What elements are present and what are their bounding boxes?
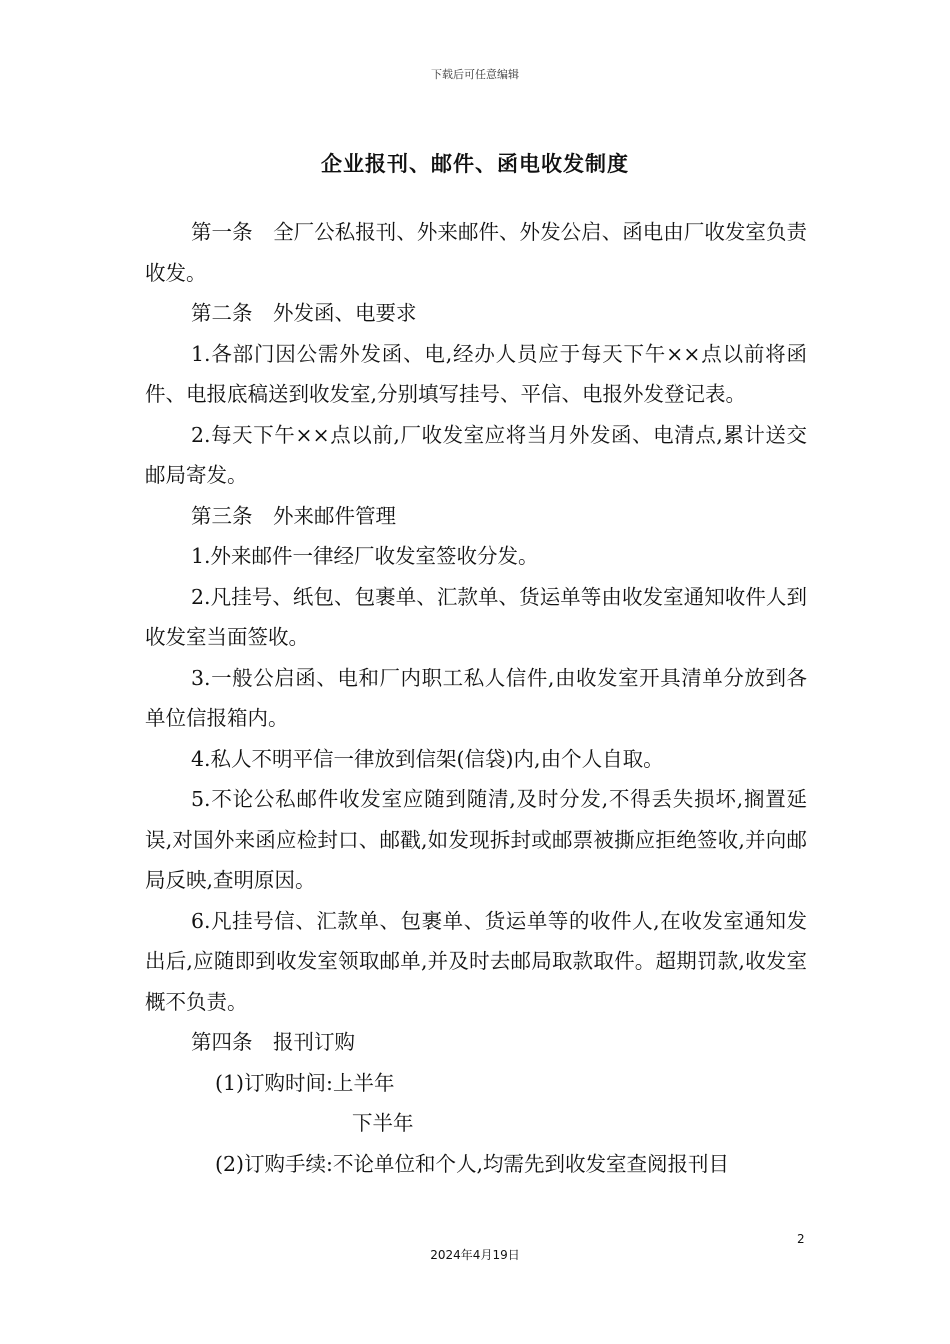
footer-date: 2024年4月19日 — [430, 1248, 520, 1262]
header-note: 下载后可任意编辑 — [431, 68, 519, 81]
article-4-item-1-continued: 下半年 — [352, 1111, 414, 1135]
article-1: 第一条 全厂公私报刊、外来邮件、外发公启、函电由厂收发室负责收发。 — [145, 220, 807, 285]
article-4-item-2: (2)订购手续:不论单位和个人,均需先到收发室查阅报刊目 — [215, 1151, 729, 1176]
article-4-item-1: (1)订购时间:上半年 — [215, 1070, 395, 1095]
article-3-item-3: 3.一般公启函、电和厂内职工私人信件,由收发室开具清单分放到各单位信报箱内。 — [145, 665, 807, 730]
article-3-item-5: 5.不论公私邮件收发室应随到随清,及时分发,不得丢失损坏,搁置延误,对国外来函应检封口、邮戳,如发现拆封或邮票被撕应拒绝签收,并向邮局反映,查明原因。 — [145, 787, 807, 892]
article-2-item-2: 2.每天下午××点以前,厂收发室应将当月外发函、电清点,累计送交邮局寄发。 — [145, 422, 807, 487]
article-4-heading: 第四条 报刊订购 — [191, 1030, 355, 1054]
document-title: 企业报刊、邮件、函电收发制度 — [321, 152, 629, 176]
article-3-item-6: 6.凡挂号信、汇款单、包裹单、货运单等的收件人,在收发室通知发出后,应随即到收发室领取邮单,并及时去邮局取款取件。超期罚款,收发室概不负责。 — [145, 908, 807, 1014]
document-body — [145, 212, 807, 1184]
article-3-item-1: 1.外来邮件一律经厂收发室签收分发。 — [191, 544, 539, 568]
article-3-heading: 第三条 外来邮件管理 — [191, 503, 396, 528]
article-2-item-1: 1.各部门因公需外发函、电,经办人员应于每天下午××点以前将函件、电报底稿送到收发室,分别填写挂号、平信、电报外发登记表。 — [145, 341, 807, 406]
article-2-heading: 第二条 外发函、电要求 — [191, 301, 417, 325]
page-number: 2 — [797, 1232, 805, 1246]
article-3-item-4: 4.私人不明平信一律放到信架(信袋)内,由个人自取。 — [191, 746, 664, 771]
article-3-item-2: 2.凡挂号、纸包、包裹单、汇款单、货运单等由收发室通知收件人到收发室当面签收。 — [145, 584, 807, 649]
